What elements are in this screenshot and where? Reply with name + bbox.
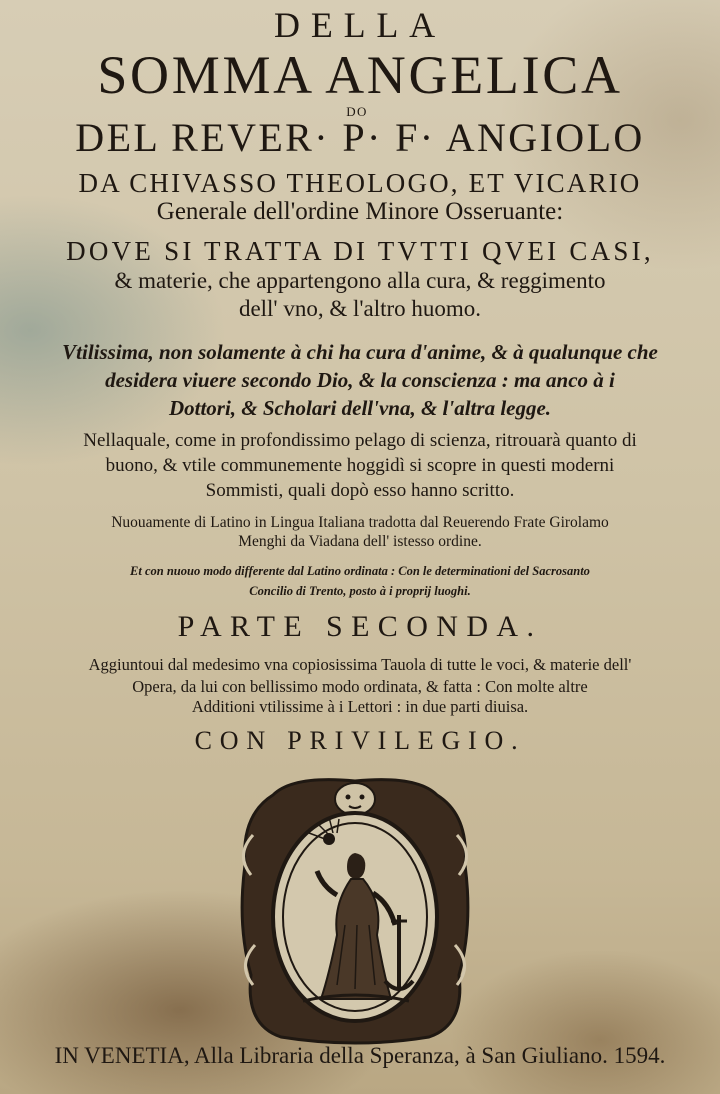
translation-line-1: Nuouamente di Latino in Lingua Italiana tradotta dal Reuerendo Frate Girolamo <box>111 514 609 531</box>
body-line-1: Nellaquale, come in profondissimo pelago di scienza, ritrouarà quanto di <box>83 430 637 451</box>
part-heading: PARTE SECONDA. <box>177 610 543 643</box>
utility-line-2: desidera viuere secondo Dio, & la conscienza : ma anco à i <box>105 368 615 392</box>
title-order: Generale dell'ordine Minore Osseruante: <box>156 198 564 225</box>
additions-line-1: Aggiuntoui dal medesimo vna copiosissima Tauola di tutte le voci, & materie dell' <box>88 655 632 674</box>
utility-line-3: Dottori, & Scholari dell'vna, & l'altra legge. <box>168 396 552 420</box>
translation-line-2: Menghi da Viadana dell' istesso ordine. <box>238 533 482 550</box>
title-subject-2: & materie, che appartengono alla cura, & reggimento <box>114 268 606 293</box>
title-somma-angelica: SOMMA ANGELICA <box>97 45 623 105</box>
title-author-office: DA CHIVASSO THEOLOGO, ET VICARIO <box>78 168 642 198</box>
imprint-line: IN VENETIA, Alla Libraria della Speranza, à San Giuliano. 1594. <box>54 1043 666 1068</box>
body-line-3: Sommisti, quali dopò esso hanno scritto. <box>205 480 515 501</box>
printers-device-hope-woodcut-icon <box>233 775 477 1045</box>
title-do-mark: DO <box>346 104 368 119</box>
title-subject-3: dell' vno, & l'altro huomo. <box>238 296 482 321</box>
privilege-heading: CON PRIVILEGIO. <box>194 726 526 755</box>
method-line-2: Concilio di Trento, posto à i proprij luoghi. <box>249 584 471 598</box>
title-author: DEL REVER· P· F· ANGIOLO <box>75 115 645 160</box>
additions-line-2: Opera, da lui con bellissimo modo ordinata, & fatta : Con molte altre <box>132 677 588 696</box>
title-della: DELLA <box>274 5 446 45</box>
title-subject: DOVE SI TRATTA DI TVTTI QVEI CASI, <box>66 236 654 266</box>
utility-line-1: Vtilissima, non solamente à chi ha cura d'anime, & à qualunque che <box>62 340 658 364</box>
body-line-2: buono, & vtile communemente hoggidì si scopre in questi moderni <box>105 455 615 476</box>
method-line-1: Et con nuouo modo differente dal Latino ordinata : Con le determinationi del Sacrosanto <box>130 564 590 578</box>
additions-line-3: Additioni vtilissime à i Lettori : in due parti diuisa. <box>191 697 529 716</box>
